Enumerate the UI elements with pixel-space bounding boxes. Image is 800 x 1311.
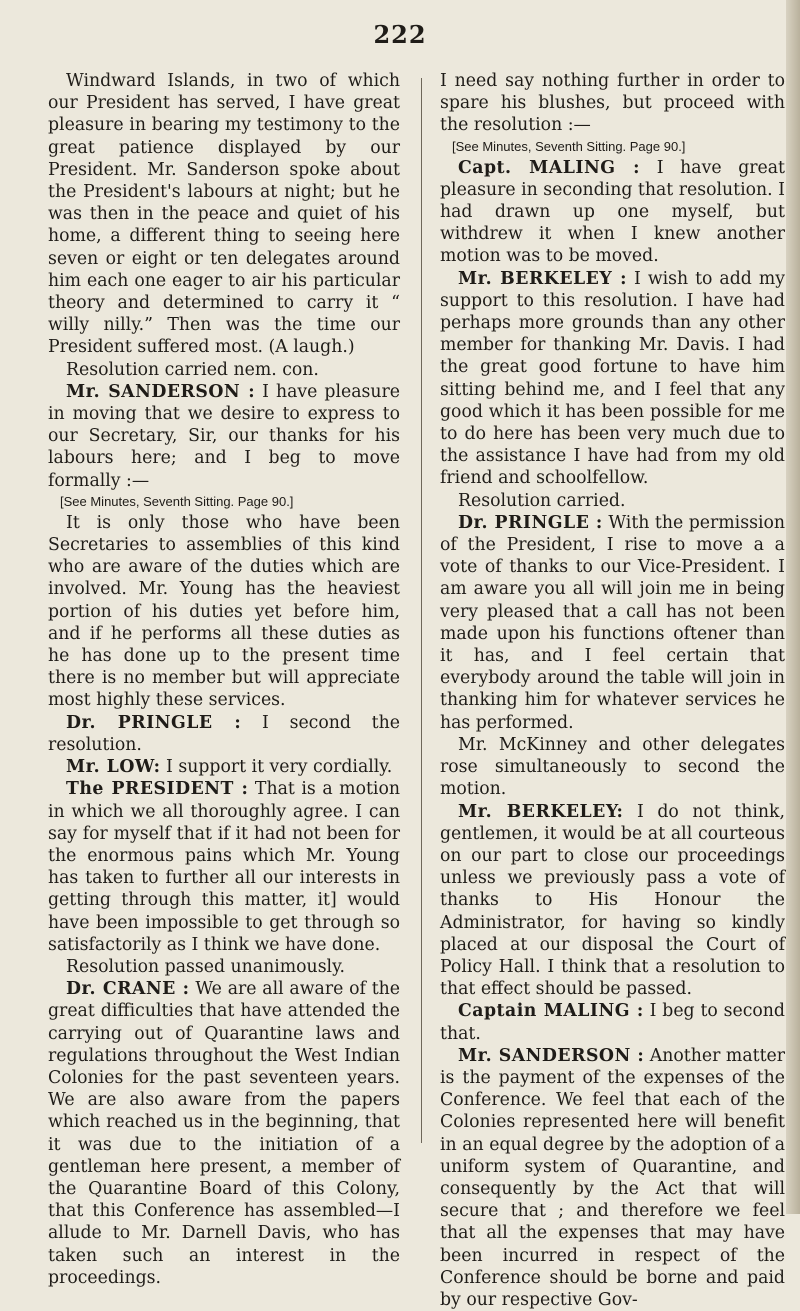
paragraph-text: We are all aware of the great difficulties that have attended the carrying out of Quarantine laws and regulations throughout the West Indian Colonies for the past seventeen years. We are also aware from the papers which reached us in the beginning, that it was due to the initiation of a gentleman here present, a member of the Quarantine Board of this Colony, that this Conference has assembled—I allude to Mr. Darnell Davis, who has taken such an interest in the proceedings. xyxy=(48,979,400,1288)
speaker-name: Dr. CRANE : xyxy=(66,979,190,1000)
paragraph xyxy=(440,157,785,268)
paragraph xyxy=(48,381,400,492)
speaker-name: Captain MALING : xyxy=(458,1001,644,1022)
paragraph xyxy=(440,70,785,137)
paragraph-text: Resolution carried. xyxy=(458,490,626,511)
paragraph-text: I second the resolution. xyxy=(48,712,400,755)
speaker-name: Mr. SANDERSON : xyxy=(66,381,256,402)
paragraph xyxy=(48,512,400,712)
paragraph xyxy=(440,1000,785,1044)
speaker-name: The PRESIDENT : xyxy=(66,779,249,800)
paragraph xyxy=(48,956,400,978)
paragraph-text: I wish to add my support to this resolution. I have had perhaps more grounds than any other member for thanking Mr. Davis. I had the great good fortune to have him sitting behind me, and I feel that any good which it has been possible for me to do here has been very much due to the assistance I have had from my old friend and schoolfellow. xyxy=(440,268,785,489)
paragraph xyxy=(48,756,400,778)
speaker-name: Dr. PRINGLE : xyxy=(458,512,603,533)
paragraph-text: That is a motion in which we all thoroughly agree. I can say for myself that if it had not been for the enormous pains which Mr. Young has taken to further all our interests in getting through this matter, it] would have been impossible to get through so satisfactorily as I think we have done. xyxy=(48,779,400,955)
paragraph-text: With the permission of the President, I rise to move a a vote of thanks to our Vice-President. I am aware you all will join me in being very pleased that a call has not been made upon his functions oftener than it has, and I feel certain that everybody around the table will join in thanking him for whatever services he has performed. xyxy=(440,512,786,733)
paragraph xyxy=(440,268,785,490)
paragraph-text: I need say nothing further in order to spare his blushes, but proceed with the resolution :— xyxy=(440,71,785,136)
paragraph-text: Resolution carried nem. con. xyxy=(66,359,319,380)
paragraph xyxy=(440,734,785,801)
paragraph-text: I beg to second that. xyxy=(440,1001,785,1044)
right-column xyxy=(440,70,785,1311)
speaker-name: Mr. BERKELEY: xyxy=(458,801,624,822)
speaker-name: Capt. MALING : xyxy=(458,157,641,178)
paragraph xyxy=(48,70,400,359)
page-number: 222 xyxy=(373,20,427,49)
minutes-reference xyxy=(440,137,785,157)
paragraph xyxy=(440,801,785,1001)
left-column xyxy=(48,70,400,1289)
paragraph xyxy=(48,978,400,1289)
paragraph xyxy=(440,1045,785,1311)
paragraph-text: [See Minutes, Seventh Sitting. Page 90.] xyxy=(452,138,686,154)
paragraph-text: Resolution passed unanimously. xyxy=(66,956,346,977)
speaker-name: Mr. LOW: xyxy=(66,757,161,778)
minutes-reference xyxy=(48,492,400,512)
column-divider xyxy=(421,78,422,1143)
speaker-name: Mr. SANDERSON : xyxy=(458,1045,645,1066)
paragraph-text: I support it very cordially. xyxy=(166,757,393,778)
paragraph-text: Mr. McKinney and other delegates rose simultaneously to second the motion. xyxy=(440,734,785,800)
speaker-name: Mr. BERKELEY : xyxy=(458,268,628,289)
speaker-name: Dr. PRINGLE : xyxy=(66,712,242,733)
page-edge xyxy=(786,0,800,1214)
paragraph xyxy=(48,778,400,956)
paragraph xyxy=(48,712,400,756)
paragraph-text: I have great pleasure in seconding that resolution. I had drawn up one myself, but withdrew it when I knew another motion was to be moved. xyxy=(440,157,785,267)
paragraph-text: I do not think, gentlemen, it would be at all courteous on our part to close our proceedings unless we previously pass a vote of thanks to His Honour the Administrator, for having so kindly placed at our disposal the Court of Policy Hall. I think that a resolution to that effect should be passed. xyxy=(440,801,786,1000)
paragraph-text: [See Minutes, Seventh Sitting. Page 90.] xyxy=(60,493,294,509)
paragraph-text: I have pleasure in moving that we desire to express to our Secretary, Sir, our thanks for his labours here; and I beg to move formally :— xyxy=(48,381,401,491)
paragraph xyxy=(48,359,400,381)
paragraph xyxy=(440,490,785,512)
paragraph-text: It is only those who have been Secretaries to assemblies of this kind who are aware of the duties which are involved. Mr. Young has the heaviest portion of his duties yet before him, and if he performs all these duties as he has done up to the present time there is no member but will appreciate most highly these services. xyxy=(48,512,400,711)
paragraph xyxy=(440,512,785,734)
paragraph-text: Another matter is the payment of the expenses of the Conference. We feel that each of the Colonies represented here will benefit in an equal degree by the adoption of a uniform system of Quarantine, and consequently by the Act that will secure that ; and therefore we feel that all the expenses that may have been incurred in respect of the Conference should be borne and paid by our respective Gov- xyxy=(440,1045,785,1310)
paragraph-text: Windward Islands, in two of which our President has served, I have great pleasure in bearing my testimony to the great patience displayed by our President. Mr. Sanderson spoke about the President's labours at night; but he was then in the peace and quiet of his home, a different thing to seeing here seven or eight or ten delegates around him each one eager to air his particular theory and determined to carry it “ willy nilly.” Then was the time our President suffered most. (A laugh.) xyxy=(48,71,400,358)
